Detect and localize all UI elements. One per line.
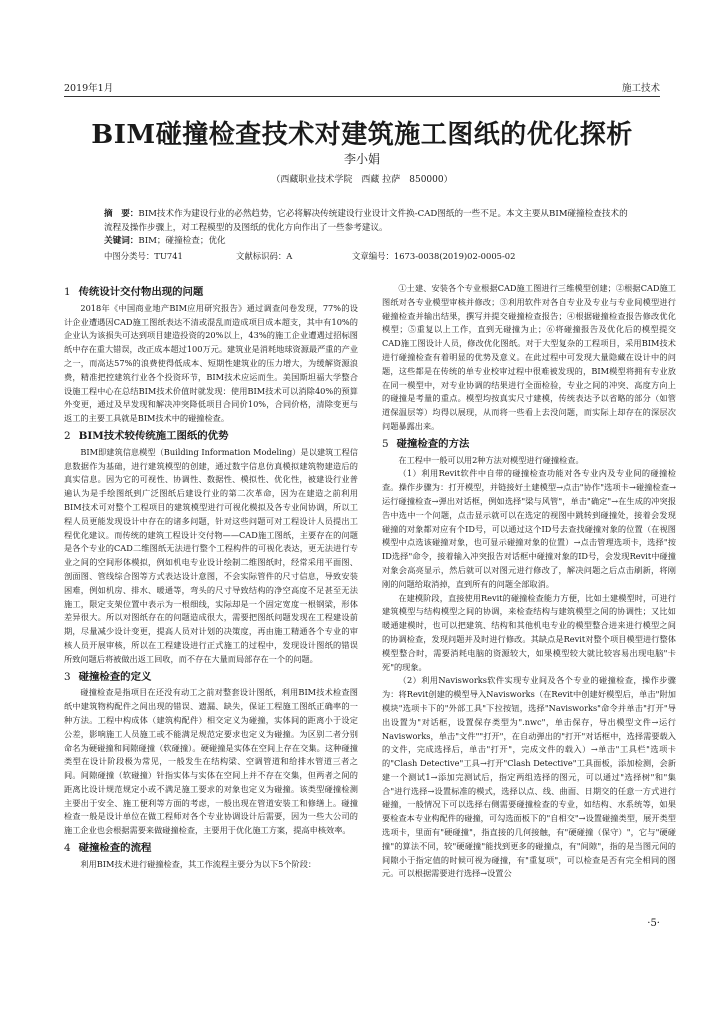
keywords-label: 关键词： [104, 236, 139, 246]
paragraph: （1）利用Revit软件中自带的碰撞检查功能对各专业内及专业间的碰撞检查。操作步骤为：打开模型，并链接好土建模型→点击"协作"选项卡→碰撞检查→运行碰撞检查→弹出对话框，例如选择"梁与风管"，单击"确定"→在生成的冲突报告中选中一个问题，点击显示就可以在选定的视图中跳转到碰撞处，接着会发现碰撞的对象都对应有个ID号，可以通过这个ID号去查找碰撞对象的位置（在视图模型中点选该碰撞对象，也可显示碰撞对象的位置）→点击管理选项卡，选择"按ID选择"命令，接着输入冲突报告对话框中碰撞对象的ID号，会发现Revit中碰撞对象会高亮显示，然后就可以对图元进行修改了，解决问题之后点击刷新，将刚刚的问题给取消掉，直到所有的问题全部取消。 [382, 468, 676, 589]
article-number: 文章编号：1673-0038(2019)02-0005-02 [352, 251, 516, 261]
keywords-text: BIM；碰撞检查；优化 [138, 236, 226, 246]
paragraph: 2018年《中国商业地产BIM应用研究报告》通过调查问卷发现，77%的设计企业遭遇因CAD施工图纸表达不清或混乱而造成项目成本超支，其中有10%的企业认为该损失可达到项目建造投资的20%以上，43%的施工企业遭遇过招标图纸中存在重大错误，改正成本超过100万元。建筑业是消耗地球资源最严重的产业之一，而高达57%的浪费使得低成本、短期性建筑业的压力增大，为缓解资源浪费，精准把控建筑行业各个投资环节，BIM技术应运而生。美国斯坦福大学整合设施工程中心在总结BIM技术价值时就发现：使用BIM技术可以消除40%的预算外变更，通过及早发现和解决冲突降低项目合同价10%，合同价格，清除变更与返工的主要工具就是BIM技术中的碰撞检查。 [64, 302, 358, 424]
header-section: 施工技术 [621, 83, 660, 94]
abstract-paragraph [104, 208, 634, 235]
right-column [382, 282, 676, 952]
abstract-text: BIM技术作为建设行业的必然趋势，它必将解决传统建设行业设计文件换-CAD图纸的一些不足。本文主要从BIM碰撞检查技术的流程及操作步骤上，对工程模型的及图纸的优化方向作出了一些参考建议。 [104, 209, 628, 233]
header-date: 2019年1月 [64, 83, 114, 94]
page-title: BIM碰撞检查技术对建筑施工图纸的优化探析 [91, 120, 633, 150]
author-name: 李小娟 [343, 152, 380, 166]
section-heading: 5 碰撞检查的方法 [382, 437, 470, 450]
paragraph: 在工程中一般可以用2种方法对模型进行碰撞检查。 [398, 454, 584, 465]
section-heading: 2 BIM技术较传统施工图纸的优势 [64, 429, 229, 442]
document-code: 文献标识码：A [236, 251, 293, 261]
abstract-block [104, 208, 634, 249]
section-heading: 1 传统设计交付物出现的问题 [64, 286, 204, 298]
author-affiliation: （西藏职业技术学院 西藏 拉萨 850000） [271, 175, 453, 185]
paragraph: ①土建、安装各个专业根据CAD施工图进行三维模型创建；②根据CAD施工图纸对各专业模型审核并修改；③利用软件对各自专业及专业与专业间模型进行碰撞检查并输出结果，撰写并提交碰撞检查报告；④根据碰撞检查报告修改优化模型；⑤重复以上工作，直到无碰撞为止；⑥将碰撞报告及优化后的模型提交CAD施工图设计人员，修改优化图纸。对于大型复杂的工程项目，采用BIM技术进行碰撞检查有着明显的优势及意义。在此过程中可发现大量隐藏在设计中的问题，这些都是在传统的单专业校审过程中很难被发现的，BIM模型将拥有专业放在同一模型中，对专业协调的结果进行全面检验，专业之间的冲突、高度方向上的碰撞是考量的重点。模型均按真实尺寸建模，传统表达予以省略的部分（如管道保温层等）均得以展现，从而将一些看上去没问题，而实际上却存在的深层次问题暴露出来。 [382, 283, 676, 431]
paragraph: （2）利用Navisworks软件实现专业间及各个专业的碰撞检查，操作步骤为：将Revit创建的模型导入Navisworks（在Revit中创建好模型后，单击"附加模块"选项卡下的"外部工具"下拉按钮，选择"Navisworks"命令并单击"打开"导出设置为"对话框，设置保存类型为".nwc"，单击保存，导出模型文件→运行Navisworks，单击"文件""打开"，在自动弹出的"打开"对话框中，选择需要载入的文件，完成选择后，单击"打开"，完成文件的载入）→单击"工具栏"选项卡的"Clash Detective"工具→打开"Clash Detective"工具面板，添加检测，会新建一个测试1→添加完测试后，指定两组选择的图元，可以通过"选择树"和"集合"进行选择→设置标准的模式，选择以点、线、曲面、日期交的任意一方式进行碰撞，一般情况下可以选择右侧需要碰撞检查的专业，如结构、水系统等，如果要检查本专业构配件的碰撞，可勾选面板下的"自相交"→设置碰撞类型，展开类型选项卡，里面有"硬碰撞"，指直接的几何接触，有"硬碰撞（保守）"，它与"硬碰撞"的算法不同，较"硬碰撞"能找到更多的碰撞点，有"间隙"，指的是当图元间的间隙小于指定值的时候可视为碰撞，有"重复项"，可以检查是否有完全相同的图元。可以根据需要进行选择→设置公 [382, 675, 676, 879]
paragraph: 在建模阶段，直接使用Revit的碰撞检查能力方便，比如土建模型时，可进行建筑模型与结构模型之间的协调，来检查结构与建筑模型之间的协调性；又比如暖通建模时，也可以把建筑、结构和其他机电专业的模型整合进来进行模型之间的协调检查，发现问题并及时进行修改。其缺点是Revit对整个项目模型进行整体模型整合时，需要消耗电脑的资源较大，如果模型较大就比较容易出现电脑"卡死"的现象。 [382, 592, 676, 672]
section-heading: 4 碰撞检查的流程 [64, 842, 152, 855]
paragraph: 利用BIM技术进行碰撞检查，其工作流程主要分为以下5个阶段： [80, 858, 317, 869]
paragraph: 碰撞检查是指项目在还没有动工之前对整套设计图纸，利用BIM技术检查图纸中建筑物构配件之间出现的错误、遗漏、缺失，保证工程施工图纸正确率的一种方法。工程中构成体（建筑构配件）相交定义为碰撞，实体间的距离小于设定公差，影响施工人员施工或不能满足规范定要求也定义为碰撞。为区别二者分别命名为硬碰撞和间隙碰撞（软碰撞）。硬碰撞是实体在空间上存在交集。这种碰撞类型在设计阶段极为常见，一般发生在结构梁、空调管道和给排水管道三者之间。间隙碰撞（软碰撞）针指实体与实体在空间上并不存在交集，但两者之间的距离比设计规范规定小或不满足施工要求的对象也定义为碰撞。该类型碰撞检测主要出于安全、施工便利等方面的考虑，一般出现在管道安装工和修缮上。碰撞检查一般是设计单位在做工程师对各个专业协调设计后需要，因为一些大公司的施工企业也会根据需要来做碰撞检查，主要用于优化施工方案，提高申核效率。 [64, 687, 358, 836]
page-number: ·5· [647, 918, 660, 929]
section-heading: 3 碰撞检查的定义 [64, 670, 152, 683]
header-rule [64, 96, 660, 97]
keywords-line [104, 235, 634, 249]
paragraph: BIM即建筑信息模型（Building Information Modeling）是以建筑工程信息数据作为基础，进行建筑模型的创建，通过数字信息仿真模拟建筑物建造后的真实信息。因为它的可视性、协调性、数据性、模拟性、优化性，被建设行业普遍认为是手绘图纸到广泛图纸后建设行业的第二次革命，因为在建造之前利用BIM技术可对整个工程项目的建筑模型进行可视化模拟及各专业间协调，所以工程人员更能发现设计中存在的诸多问题，针对这些问题可对工程设计人员提出工程优化建议。而传统的建筑工程设计交付物——CAD施工图纸，主要存在的问题是各个专业的CAD二维图纸无法进行整个工程构件的可视化表达，更无法进行专业之间的空间形体模拟，例如机电专业设计绘制二维图纸时，经常采用平面图、剖面图、管线综合图等方式表达设计意图，不会实际管件的尺寸信息，导致安装困难，例如机房、排水、暖通等，弯头的尺寸导致结构的净空高度不足甚至无法施工，限定支架位置中表示为一根细线，实际却是一个固定宽度一根钢梁，形体差异很大。所以对图纸存在的问题造成很大，需要把图纸问题发现在工程建设前期，尽量减少设计变更，提高人员对计划的决策度，再由施工精通各个专业的审核人员开展审核，所以在工程建设进行正式施工的过程中，发现设计图纸的错误所致问题后将被做出返工回收，而不存在大量而局部存在一个的问题。 [64, 446, 358, 664]
clc-number: 中图分类号：TU741 [104, 251, 183, 261]
left-column [64, 282, 358, 932]
abstract-label: 摘 要： [104, 209, 139, 219]
running-header [64, 80, 660, 96]
